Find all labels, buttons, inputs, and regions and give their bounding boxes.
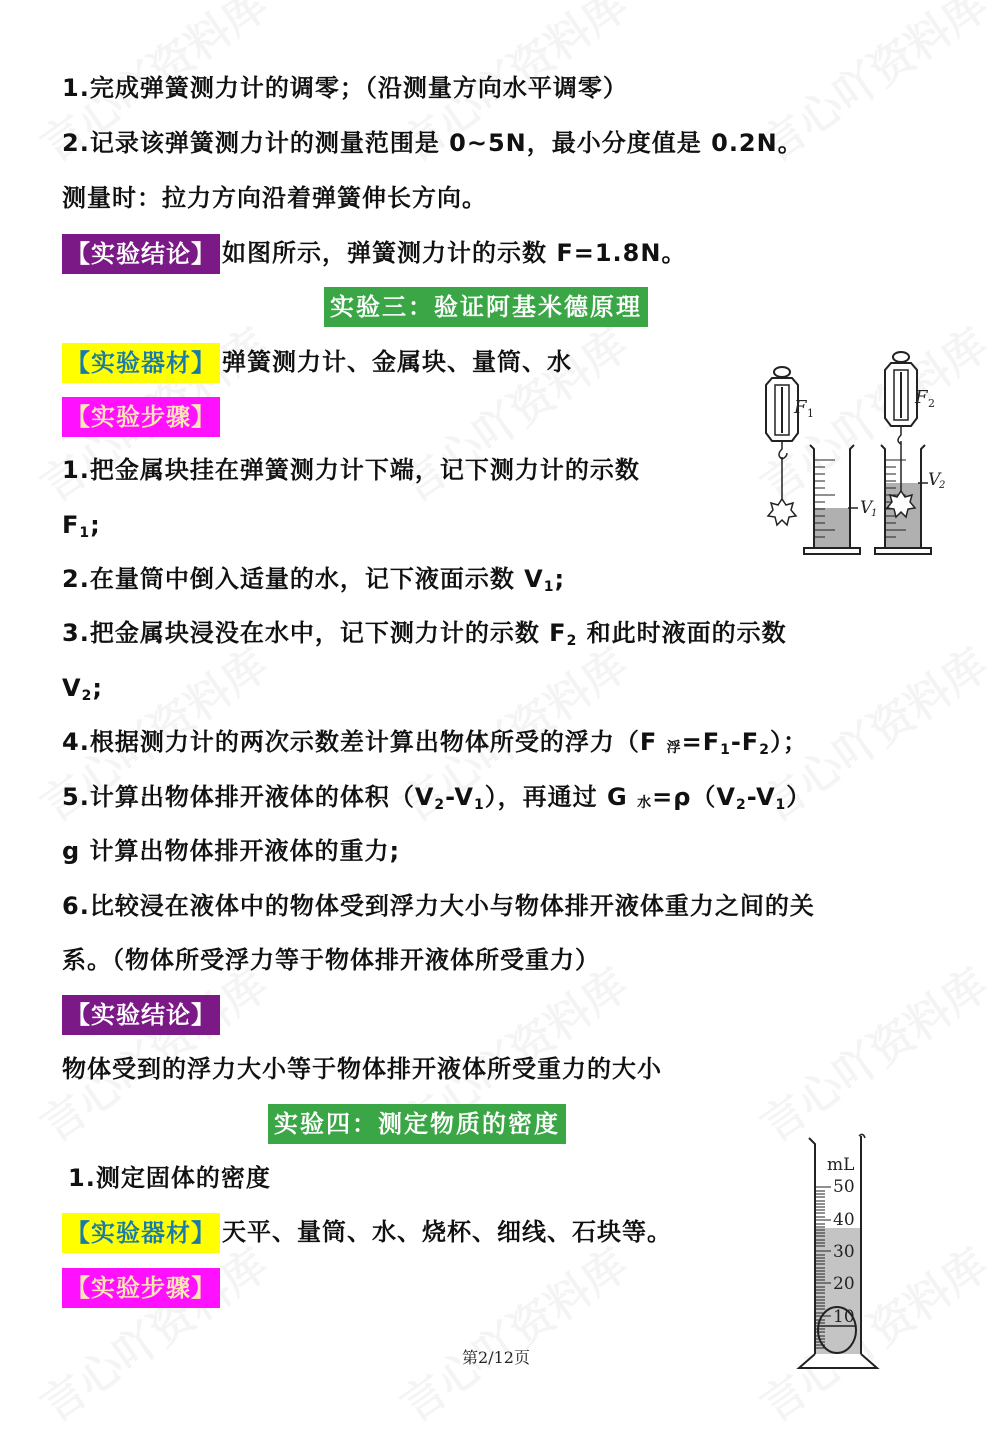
step-text: ） <box>786 783 812 811</box>
conclusion-text: 物体受到的浮力大小等于物体排开液体所受重力的大小 <box>62 1055 662 1083</box>
step-text: =ρ（V <box>652 783 736 811</box>
step-text: V <box>62 674 82 702</box>
materials-line <box>62 1213 672 1253</box>
experiment3-title: 实验三：验证阿基米德原理 <box>324 287 648 327</box>
subscript: 2 <box>81 688 93 704</box>
subscript: 水 <box>637 795 653 811</box>
label-f2-sub: 2 <box>928 397 935 410</box>
experiment4-title: 实验四：测定物质的密度 <box>268 1104 566 1144</box>
label-f2: F <box>915 387 928 408</box>
steps-tag-line <box>62 397 222 437</box>
step-5-cont: g 计算出物体排开液体的重力; <box>62 837 401 865</box>
subscript: 1 <box>473 797 485 813</box>
materials-line <box>62 343 572 383</box>
tick-10: 10 <box>833 1307 855 1327</box>
graduated-cylinder-figure <box>795 1130 885 1370</box>
step-record-range: 2.记录该弹簧测力计的测量范围是 0~5N，最小分度值是 0.2N。 <box>62 129 803 157</box>
conclusion-tag: 【实验结论】 <box>62 995 220 1035</box>
step-1-cont <box>62 507 101 543</box>
step-text: 2.在量筒中倒入适量的水，记下液面示数 V <box>62 565 544 593</box>
tick-50: 50 <box>833 1177 855 1197</box>
step-3-cont <box>62 670 103 706</box>
materials-text: 天平、量筒、水、烧杯、细线、石块等。 <box>222 1218 672 1246</box>
step-text: 5.计算出物体排开液体的体积（V <box>62 783 435 811</box>
label-v2: V <box>928 470 941 490</box>
subscript: 1 <box>720 742 731 758</box>
tick-40: 40 <box>833 1210 855 1230</box>
watermark <box>386 1230 639 1434</box>
subscript: 1 <box>775 797 787 813</box>
archimedes-figure <box>760 345 960 565</box>
step-text: ）； <box>769 728 808 756</box>
subscript: 1 <box>543 579 555 595</box>
steps-tag: 【实验步骤】 <box>62 397 220 437</box>
step-text: ），再通过 G <box>484 783 638 811</box>
subscript: 1 <box>79 525 91 541</box>
step-4 <box>62 724 808 766</box>
conclusion-tag: 【实验结论】 <box>62 234 220 274</box>
step-2 <box>62 561 565 597</box>
steps-tag-line <box>62 1268 222 1308</box>
step-text: -F <box>730 728 760 756</box>
conclusion-line <box>62 234 686 274</box>
label-v1: V <box>860 498 873 518</box>
subtitle-solid-density: 1.测定固体的密度 <box>68 1164 271 1192</box>
step-text: -V <box>445 783 474 811</box>
unit-label: mL <box>827 1155 855 1175</box>
step-text: =F <box>681 728 721 756</box>
step-text: ; <box>90 511 101 539</box>
watermark <box>26 1230 279 1434</box>
step-text: F <box>62 511 80 539</box>
subscript: 2 <box>434 797 446 813</box>
label-f1: F <box>794 397 807 418</box>
measure-note: 测量时：拉力方向沿着弹簧伸长方向。 <box>62 184 487 212</box>
tick-20: 20 <box>833 1274 855 1294</box>
watermark <box>746 950 992 1154</box>
label-v2-sub: 2 <box>939 480 946 491</box>
step-text: 和此时液面的示数 <box>577 619 787 647</box>
step-1: 1.把金属块挂在弹簧测力计下端，记下测力计的示数 <box>62 456 640 484</box>
step-3 <box>62 615 787 651</box>
page-number: 第2/12页 <box>462 1348 530 1367</box>
subscript: 2 <box>735 797 747 813</box>
step-text: ; <box>554 565 566 593</box>
step-zero-adjust: 1.完成弹簧测力计的调零；（沿测量方向水平调零） <box>62 74 628 102</box>
step-6-cont: 系。（物体所受浮力等于物体排开液体所受重力） <box>62 946 600 974</box>
tick-30: 30 <box>833 1242 855 1262</box>
conclusion-tag-line <box>62 995 222 1035</box>
step-text: 4.根据测力计的两次示数差计算出物体所受的浮力（F <box>62 728 667 756</box>
label-f1-sub: 1 <box>807 407 814 420</box>
step-6: 6.比较浸在液体中的物体受到浮力大小与物体排开液体重力之间的关 <box>62 892 815 920</box>
materials-text: 弹簧测力计、金属块、量筒、水 <box>222 348 572 376</box>
steps-tag: 【实验步骤】 <box>62 1268 220 1308</box>
materials-tag: 【实验器材】 <box>62 343 220 383</box>
step-text: -V <box>746 783 776 811</box>
subscript: 浮 <box>666 740 682 756</box>
step-5 <box>62 779 811 821</box>
label-v1-sub: 1 <box>871 508 878 519</box>
materials-tag: 【实验器材】 <box>62 1213 220 1253</box>
step-text: ; <box>92 674 103 702</box>
conclusion-text: 如图所示，弹簧测力计的示数 F=1.8N。 <box>222 239 687 267</box>
subscript: 2 <box>759 742 770 758</box>
subscript: 2 <box>566 633 578 649</box>
step-text: 3.把金属块浸没在水中，记下测力计的示数 F <box>62 619 567 647</box>
